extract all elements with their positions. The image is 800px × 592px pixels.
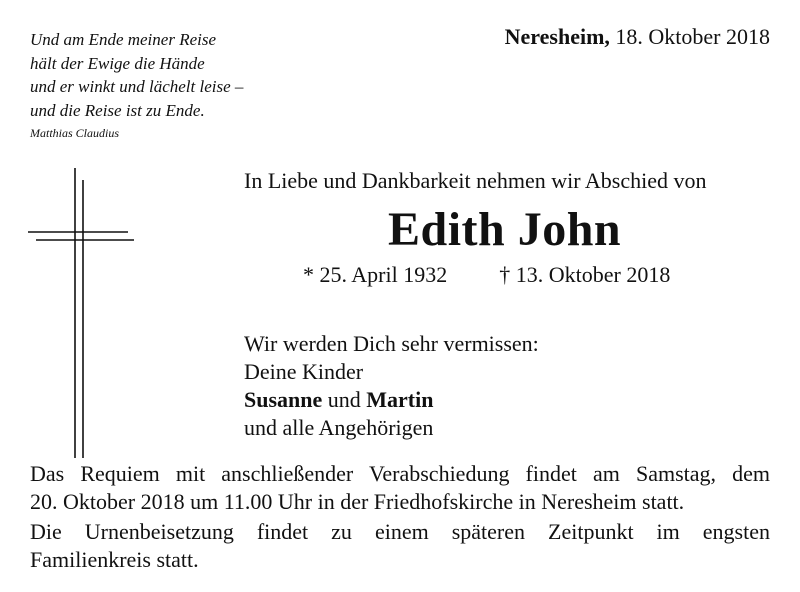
cross-icon [28,168,136,458]
mourners [244,330,539,442]
deceased-name: Edith John [388,203,622,256]
conjunction: und [322,387,367,412]
life-dates [303,262,670,288]
poem-line: hält der Ewige die Hände [30,53,205,73]
birth-date: * 25. April 1932 [303,262,448,287]
death-date: † 13. Oktober 2018 [499,262,671,287]
dateline-place: Neresheim, [504,24,610,49]
details-line: 20. Oktober 2018 um 11.00 Uhr in der Friedhofskirche in Neresheim statt. [30,489,685,514]
poem-author: Matthias Claudius [30,126,120,140]
child-name: Martin [366,387,434,412]
details-line: Das Requiem mit anschließender Verabschiedung findet am Samstag, dem [30,461,770,486]
intro-text: In Liebe und Dankbarkeit nehmen wir Abschied von [244,168,707,193]
children-line [244,386,539,414]
poem [30,28,243,140]
child-name: Susanne [244,387,323,412]
poem-line: und die Reise ist zu Ende. [30,100,205,120]
funeral-details [30,460,770,574]
mourners-line: Deine Kinder [244,359,364,384]
details-line: Familienkreis statt. [30,547,199,572]
dateline [505,24,770,50]
mourners-line: Wir werden Dich sehr vermissen: [244,331,539,356]
mourners-line: und alle Angehörigen [244,415,434,440]
dateline-date: 18. Oktober 2018 [615,24,770,49]
poem-line: und er winkt und lächelt leise – [30,77,244,96]
poem-line: Und am Ende meiner Reise [30,30,217,49]
details-line: Die Urnenbeisetzung findet zu einem späteren Zeitpunkt im engsten [30,519,770,544]
